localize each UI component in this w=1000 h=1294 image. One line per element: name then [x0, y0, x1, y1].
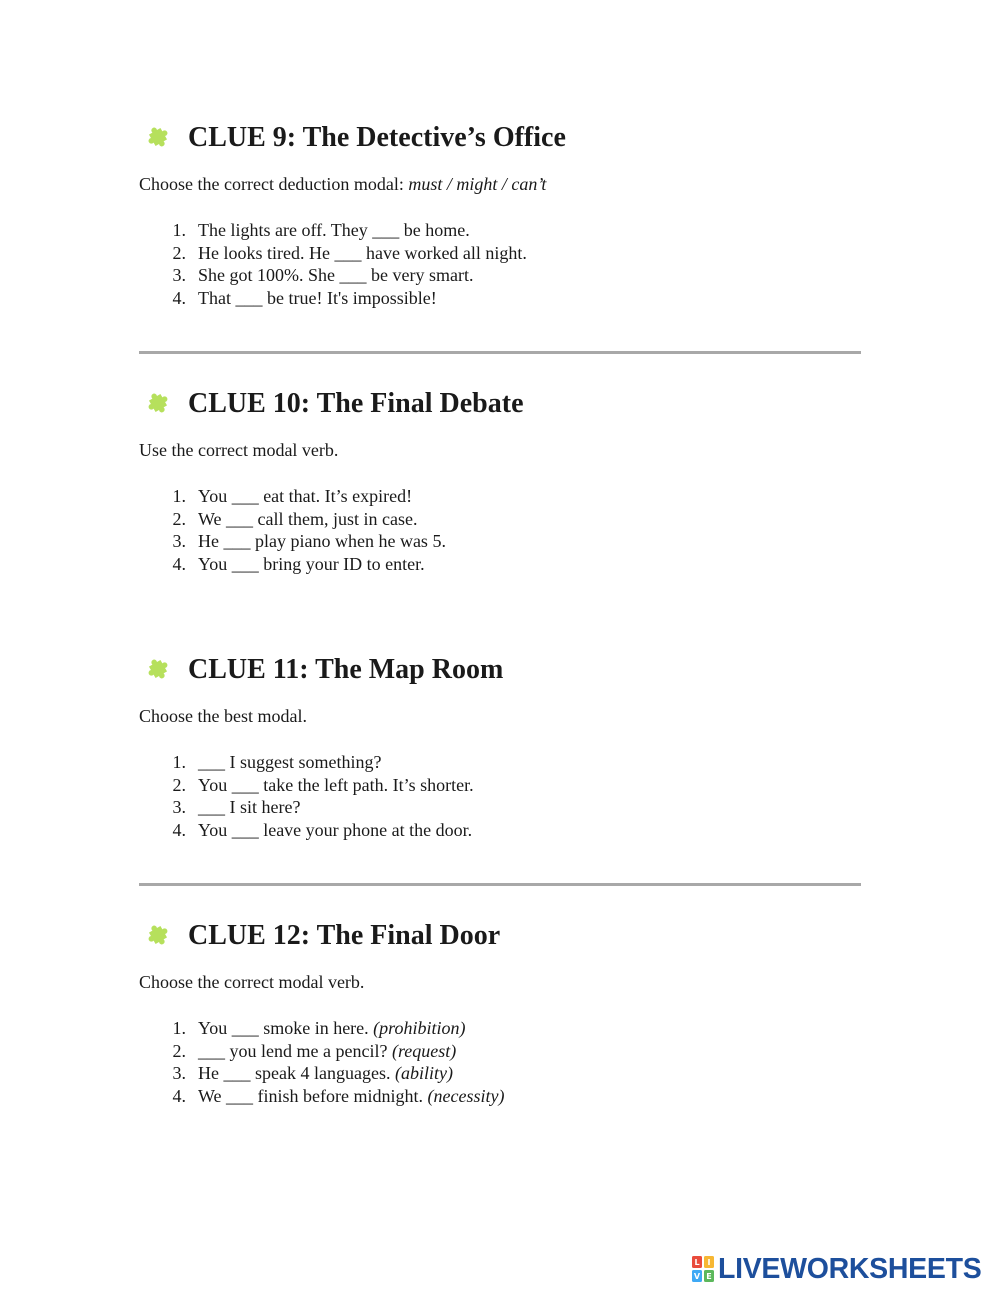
- item-hint: (request): [391, 1040, 457, 1061]
- clue-12-section: [139, 916, 861, 1106]
- svg-text:V: V: [693, 1272, 701, 1281]
- svg-text:I: I: [707, 1258, 711, 1267]
- item-number: 4.: [172, 553, 186, 574]
- liveworksheets-logo-icon: [692, 1256, 714, 1282]
- brand-wordmark: LIVEWORKSHEETS: [718, 1253, 982, 1285]
- svg-text:E: E: [706, 1272, 712, 1281]
- item-text: ___ I suggest something?: [198, 752, 382, 772]
- clue-heading: [139, 916, 861, 956]
- section-divider: [139, 883, 861, 886]
- item-number: 1.: [172, 1018, 186, 1038]
- clue-title: CLUE 10: The Final Debate: [188, 388, 524, 419]
- puzzle-piece-icon: [141, 652, 175, 686]
- clue-instruction: Choose the correct modal verb.: [139, 972, 365, 992]
- item-hint: (prohibition): [373, 1018, 466, 1038]
- clue-heading: [139, 118, 861, 158]
- item-text: You ___ leave your phone at the door.: [198, 819, 473, 840]
- puzzle-piece-icon: [141, 918, 175, 952]
- item-number: 4.: [172, 287, 186, 308]
- clue-instruction: Choose the best modal.: [139, 706, 307, 726]
- item-sentence: He ___ speak 4 languages.: [198, 1063, 395, 1084]
- item-hint: (ability): [394, 1063, 453, 1084]
- item-text: He ___ play piano when he was 5.: [198, 531, 446, 552]
- clue-title: CLUE 9: The Detective’s Office: [188, 122, 566, 153]
- item-text: You ___ take the left path. It’s shorter.: [198, 774, 474, 795]
- item-sentence: ___ you lend me a pencil?: [198, 1040, 392, 1061]
- clue-instruction: [139, 173, 546, 195]
- item-text: We ___ call them, just in case.: [198, 508, 418, 529]
- item-number: 4.: [172, 819, 186, 840]
- instruction-options: must / might / can’t: [408, 174, 547, 194]
- svg-text:L: L: [694, 1258, 700, 1267]
- item-number: 3.: [172, 797, 186, 818]
- item-sentence: We ___ finish before midnight.: [198, 1085, 428, 1106]
- item-text: That ___ be true! It's impossible!: [198, 287, 437, 308]
- item-number: 2.: [172, 508, 186, 529]
- item-number: 3.: [172, 531, 186, 552]
- item-number: 1.: [172, 220, 186, 240]
- item-text: [198, 1062, 453, 1085]
- item-text: ___ I sit here?: [198, 797, 301, 818]
- clue-title: CLUE 11: The Map Room: [188, 654, 504, 685]
- item-number: 2.: [172, 1040, 186, 1061]
- item-text: You ___ eat that. It’s expired!: [198, 486, 413, 506]
- item-text: [198, 1040, 456, 1063]
- item-text: She got 100%. She ___ be very smart.: [198, 265, 474, 286]
- item-number: 2.: [172, 242, 186, 263]
- clue-10-section: [139, 384, 861, 574]
- liveworksheets-brand[interactable]: [692, 1255, 988, 1283]
- puzzle-piece-icon: [141, 386, 175, 420]
- clue-heading: [139, 650, 861, 690]
- item-text: You ___ bring your ID to enter.: [198, 553, 425, 574]
- item-number: 1.: [172, 752, 186, 772]
- item-sentence: You ___ smoke in here.: [198, 1018, 374, 1038]
- clue-title: CLUE 12: The Final Door: [188, 920, 501, 951]
- clue-instruction: Use the correct modal verb.: [139, 440, 339, 460]
- item-hint: (necessity): [427, 1085, 505, 1106]
- instruction-text: Choose the correct deduction modal:: [139, 174, 409, 194]
- item-text: The lights are off. They ___ be home.: [198, 220, 470, 240]
- clue-9-section: [139, 118, 861, 308]
- item-number: 3.: [172, 1063, 186, 1084]
- item-number: 4.: [172, 1085, 186, 1106]
- item-text: [198, 1017, 466, 1040]
- clue-11-section: [139, 650, 861, 840]
- item-text: He looks tired. He ___ have worked all night.: [198, 242, 527, 263]
- clue-heading: [139, 384, 861, 424]
- item-number: 2.: [172, 774, 186, 795]
- item-number: 1.: [172, 486, 186, 506]
- item-text: [198, 1085, 504, 1108]
- item-number: 3.: [172, 265, 186, 286]
- puzzle-piece-icon: [141, 120, 175, 154]
- section-divider: [139, 351, 861, 354]
